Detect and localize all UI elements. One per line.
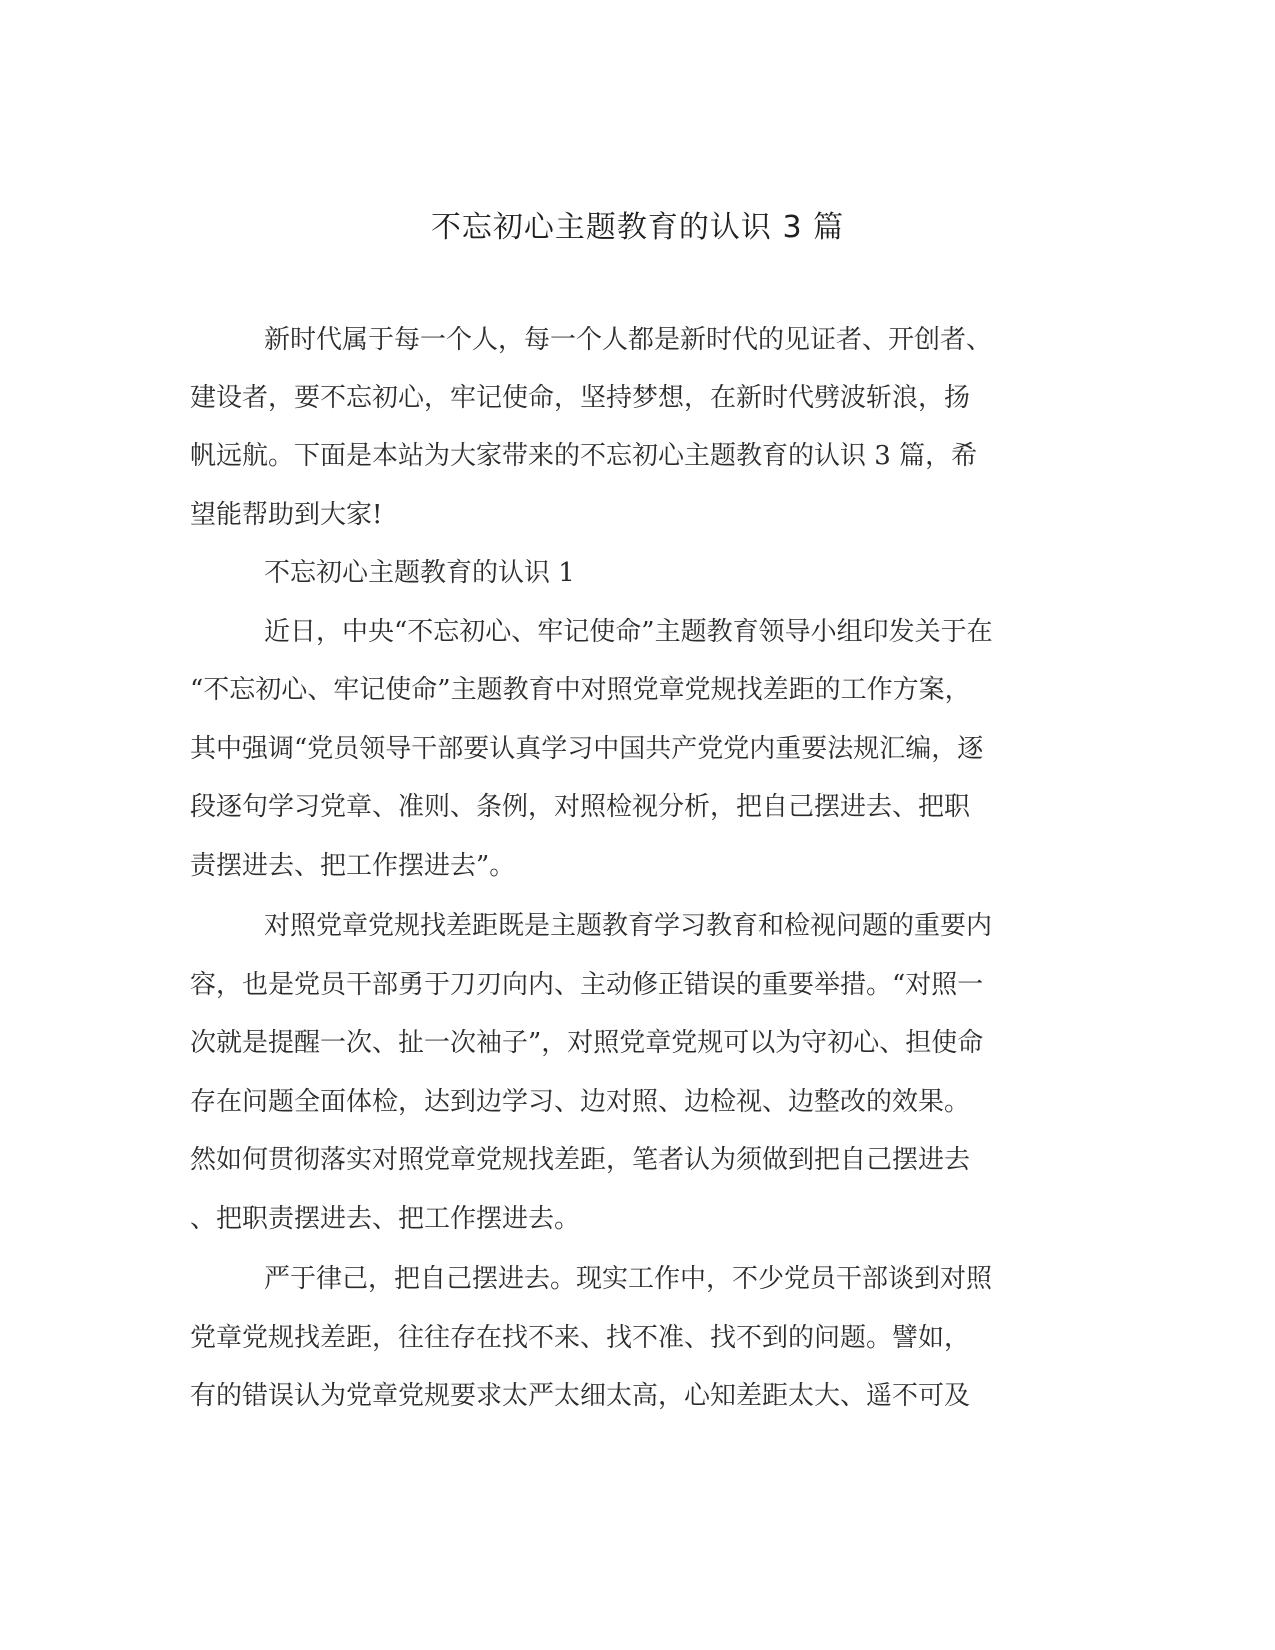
paragraph-2-line-1: 对照党章党规找差距既是主题教育学习教育和检视问题的重要内 (264, 911, 993, 941)
section-heading-1: 不忘初心主题教育的认识 1 (264, 558, 575, 588)
paragraph-2-line-3: 次就是提醒一次、扯一次袖子”，对照党章党规可以为守初心、担使命 (190, 1028, 984, 1058)
paragraph-1-line-2: “不忘初心、牢记使命”主题教育中对照党章党规找差距的工作方案， (190, 675, 971, 705)
intro-line-1: 新时代属于每一个人，每一个人都是新时代的见证者、开创者、 (264, 325, 993, 355)
paragraph-1-line-4: 段逐句学习党章、准则、条例，对照检视分析，把自己摆进去、把职 (190, 792, 971, 822)
paragraph-1-line-1: 近日，中央“不忘初心、牢记使命”主题教育领导小组印发关于在 (264, 617, 993, 647)
intro-line-3: 帆远航。下面是本站为大家带来的不忘初心主题教育的认识 3 篇，希 (190, 441, 978, 471)
paragraph-1-line-5: 责摆进去、把工作摆进去”。 (190, 851, 516, 881)
paragraph-3-line-3: 有的错误认为党章党规要求太严太细太高，心知差距太大、遥不可及 (190, 1381, 971, 1411)
paragraph-2-line-4: 存在问题全面体检，达到边学习、边对照、边检视、边整改的效果。 (190, 1087, 971, 1117)
paragraph-1-line-3: 其中强调“党员领导干部要认真学习中国共产党党内重要法规汇编，逐 (190, 734, 984, 764)
document-title: 不忘初心主题教育的认识 3 篇 (430, 210, 845, 245)
intro-line-2: 建设者，要不忘初心，牢记使命，坚持梦想，在新时代劈波斩浪，扬 (190, 383, 971, 413)
paragraph-2-line-2: 容，也是党员干部勇于刀刃向内、主动修正错误的重要举措。“对照一 (190, 970, 984, 1000)
paragraph-3-line-2: 党章党规找差距，往往存在找不来、找不准、找不到的问题。譬如， (190, 1323, 971, 1353)
intro-line-4: 望能帮助到大家! (190, 500, 383, 530)
paragraph-3-line-1: 严于律己，把自己摆进去。现实工作中，不少党员干部谈到对照 (264, 1264, 993, 1294)
paragraph-2-line-5: 然如何贯彻落实对照党章党规找差距，笔者认为须做到把自己摆进去 (190, 1145, 971, 1175)
paragraph-2-line-6: 、把职责摆进去、把工作摆进去。 (190, 1204, 581, 1234)
